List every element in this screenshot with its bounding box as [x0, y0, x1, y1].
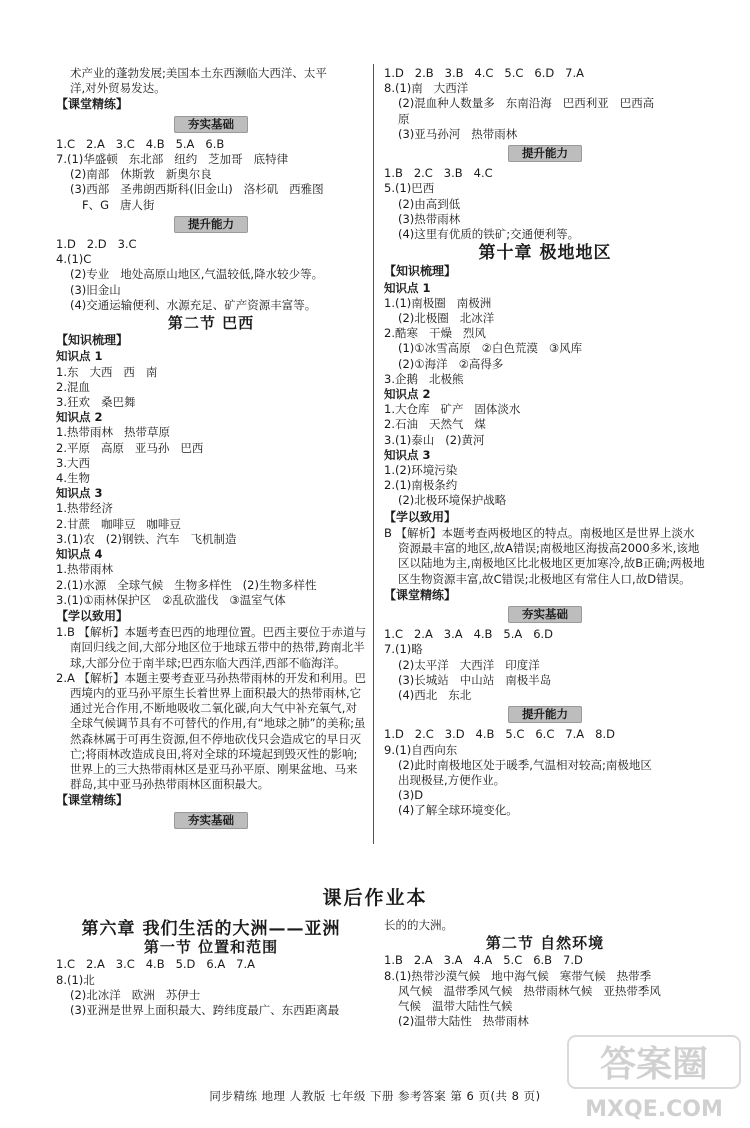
- chapter-title: 第十章 极地地区: [478, 243, 612, 264]
- knowledge-point-heading: 知识点 1: [384, 280, 431, 295]
- answer-line: 1.C 2.A 3.C 4.B 5.A 6.B: [56, 136, 225, 151]
- answer-line: 3.(1)泰山 (2)黄河: [384, 432, 485, 447]
- answer-line: 4.生物: [56, 471, 90, 486]
- left-column: [56, 66, 366, 833]
- answer-line: 7.(1)华盛顿 东北部 纽约 芝加哥 底特律: [56, 152, 289, 167]
- section-badge: 夯实基础: [174, 116, 248, 133]
- answer-line: 1.D 2.C 3.D 4.B 5.C 6.C 7.A 8.D: [384, 727, 615, 742]
- answer-line: 出现极昼,方便作业。: [398, 772, 506, 787]
- section-heading: 【学以致用】: [56, 608, 129, 623]
- knowledge-point-heading: 知识点 3: [56, 486, 103, 501]
- section-title: 第一节 位置和范围: [143, 938, 279, 957]
- answer-line: 8.(1)热带沙漠气候 地中海气候 寒带气候 热带季: [384, 968, 652, 983]
- knowledge-point-heading: 知识点 4: [56, 547, 103, 562]
- answer-line: (3)亚洲是世界上面积最大、跨纬度最广、东西距离最: [70, 1003, 340, 1018]
- answer-line: 1.东 大西 西 南: [56, 364, 158, 379]
- answer-line: (2)混血种人数量多 东南沿海 巴西利亚 巴西高: [398, 96, 655, 111]
- section-badge: 夯实基础: [508, 606, 582, 623]
- answer-line: 1.D 2.B 3.B 4.C 5.C 6.D 7.A: [384, 66, 585, 80]
- answer-line: (2)专业 地处高原山地区,气温较低,降水较少等。: [70, 267, 324, 282]
- section-badge-row: [384, 145, 706, 162]
- answer-line: (2)北极圈 北冰洋: [398, 311, 495, 326]
- answer-line: 1.热带雨林 热带草原: [56, 425, 170, 440]
- answer-line: (3)旧金山: [70, 282, 121, 297]
- answer-line: (4)西北 东北: [398, 687, 472, 702]
- answer-line: 1.热带雨林: [56, 562, 113, 577]
- answer-explanation: B 【解析】本题考查两极地区的特点。南极地区是世界上淡水资源最丰富的地区,故A错误;南极地区海拔高2000多米,该地区以陆地为主,南极地区比北极地区更加寒冷,故B正确;两极地区生物资源丰富,故C错误;北极地区有常住人口,故D错误。: [384, 525, 705, 586]
- section-heading: 【课堂精练】: [56, 97, 129, 112]
- answer-line: 5.(1)巴西: [384, 181, 435, 196]
- answer-line: (2)南部 休斯敦 新奥尔良: [70, 167, 212, 182]
- main-title: 课后作业本: [322, 887, 428, 909]
- answer-line: (3)热带雨林: [398, 211, 461, 226]
- answer-line: 1.(1)南极圈 南极洲: [384, 295, 492, 310]
- answer-line: 1.B 2.A 3.A 4.A 5.C 6.B 7.D: [384, 953, 583, 968]
- knowledge-point-heading: 知识点 3: [384, 447, 431, 462]
- answer-line: (2)此时南极地区处于暖季,气温相对较高;南极地区: [398, 757, 652, 772]
- answer-line: 1.大仓库 矿产 固体淡水: [384, 402, 521, 417]
- answer-line: 2.混血: [56, 379, 90, 394]
- answer-line: (4)了解全球环境变化。: [398, 803, 518, 818]
- answer-line: 1.热带经济: [56, 501, 113, 516]
- knowledge-point-heading: 知识点 1: [56, 349, 103, 364]
- answer-line: 1.B 2.C 3.B 4.C: [384, 166, 493, 181]
- homework-left-column: [56, 918, 366, 1018]
- section-badge: 夯实基础: [174, 812, 248, 829]
- answer-line: (2)北冰洋 欧洲 苏伊士: [70, 987, 201, 1002]
- section-badge: 提升能力: [508, 706, 582, 723]
- answer-line: 3.(1)①雨林保护区 ②乱砍滥伐 ③温室气体: [56, 592, 286, 607]
- answer-line: 8.(1)北: [56, 972, 95, 987]
- section-badge: 提升能力: [508, 145, 582, 162]
- section-badge-row: [56, 116, 366, 133]
- answer-line: 洋,对外贸易发达。: [70, 81, 166, 96]
- page-footer: 同步精练 地理 人教版 七年级 下册 参考答案 第 6 页(共 8 页): [209, 1089, 541, 1103]
- section-heading: 【知识梳理】: [384, 264, 457, 279]
- answer-line: 2.甘蔗 咖啡豆 咖啡豆: [56, 516, 181, 531]
- answer-line: 长的的大洲。: [384, 918, 453, 932]
- section-title: 第二节 自然环境: [485, 934, 605, 953]
- answer-line: 1.D 2.D 3.C: [56, 237, 137, 252]
- answer-line: 术产业的蓬勃发展;美国本土东西濒临大西洋、太平: [70, 66, 327, 80]
- watermark-text: 答案圈: [599, 1044, 709, 1085]
- answer-line: 2.石油 天然气 煤: [384, 417, 486, 432]
- answer-line: (3)D: [398, 788, 424, 803]
- section-heading: 【知识梳理】: [56, 333, 129, 348]
- section-title: 第二节 巴西: [167, 314, 255, 333]
- answer-explanation: 1.B 【解析】本题考查巴西的地理位置。巴西主要位于赤道与南回归线之间,大部分地区位于地球五带中的热带,跨南北半球,大部分位于南半球;巴西东临大西洋,西部不临海洋。: [56, 625, 367, 670]
- answer-line: (2)太平洋 大西洋 印度洋: [398, 657, 540, 672]
- answer-explanation: 2.A 【解析】本题主要考查亚马孙热带雨林的开发和利用。巴西境内的亚马孙平原生长着世界上面积最大的热带雨林,它通过光合作用,不断地吸收二氧化碳,向大气中补充氧气,对全球气候调节具有不可替代的作用,有“地球之肺”的美称;虽然森林属于可再生资源,但不停地砍伐只会造成它的早日灭亡;将雨林改造成良田,将对全球的环境起到毁灭性的影响;世界上的三大热带雨林区是亚马孙平原、刚果盆地、马来群岛,其中亚马孙热带雨林区面积最大。: [56, 670, 366, 792]
- answer-line: 1.(2)环境污染: [384, 463, 458, 478]
- section-badge-row: [384, 606, 706, 623]
- answer-line: (3)亚马孙河 热带雨林: [398, 126, 518, 141]
- answer-line: 风气候 温带季风气候 热带雨林气候 亚热带季风: [398, 983, 661, 998]
- answer-line: (4)交通运输便利、水源充足、矿产资源丰富等。: [70, 297, 317, 312]
- answer-line: (2)温带大陆性 热带雨林: [398, 1014, 529, 1029]
- answer-line: 原: [398, 111, 410, 126]
- answer-line: 3.(1)农 (2)钢铁、汽车 飞机制造: [56, 531, 237, 546]
- right-column: [384, 66, 706, 819]
- answer-line: 3.狂欢 桑巴舞: [56, 395, 136, 410]
- answer-line: (3)长城站 中山站 南极半岛: [398, 672, 552, 687]
- answer-line: 3.大西: [56, 455, 90, 470]
- answer-line: 气候 温带大陆性气候: [398, 999, 513, 1014]
- answer-line: 9.(1)自西向东: [384, 742, 458, 757]
- answer-line: 2.(1)南极条约: [384, 478, 458, 493]
- section-badge-row: [56, 216, 366, 233]
- knowledge-point-heading: 知识点 2: [384, 387, 431, 402]
- answer-line: F、G 唐人街: [82, 197, 155, 212]
- answer-line: (2)北极环境保护战略: [398, 493, 507, 508]
- answer-line: 1.C 2.A 3.A 4.B 5.A 6.D: [384, 627, 554, 642]
- section-heading: 【学以致用】: [384, 509, 457, 524]
- chapter-title: 第六章 我们生活的大洲——亚洲: [81, 919, 341, 939]
- section-badge-row: [56, 812, 366, 829]
- answer-line: (4)这里有优质的铁矿;交通便利等。: [398, 227, 580, 242]
- column-divider: [373, 64, 374, 844]
- section-badge: 提升能力: [174, 216, 248, 233]
- answer-line: 8.(1)南 大西洋: [384, 81, 469, 96]
- homework-right-column: [384, 918, 706, 1029]
- answer-line: 7.(1)略: [384, 642, 423, 657]
- section-heading: 【课堂精练】: [384, 587, 457, 602]
- answer-line: 4.(1)C: [56, 252, 92, 267]
- answer-line: (2)①海洋 ②高得多: [398, 356, 504, 371]
- answer-line: (2)由高到低: [398, 196, 461, 211]
- section-badge-row: [384, 706, 706, 723]
- watermark-logo: [564, 1032, 744, 1124]
- answer-line: 2.平原 高原 亚马孙 巴西: [56, 440, 204, 455]
- answer-line: 1.C 2.A 3.C 4.B 5.D 6.A 7.A: [56, 957, 256, 972]
- answer-line: (1)①冰雪高原 ②白色荒漠 ③风库: [398, 341, 583, 356]
- answer-line: 2.酷寒 干燥 烈风: [384, 326, 486, 341]
- answer-line: 2.(1)水源 全球气候 生物多样性 (2)生物多样性: [56, 577, 317, 592]
- watermark-url: MXQE.COM: [585, 1097, 723, 1122]
- answer-line: (3)西部 圣弗朗西斯科(旧金山) 洛杉矶 西雅图: [70, 182, 324, 197]
- section-heading: 【课堂精练】: [56, 793, 129, 808]
- knowledge-point-heading: 知识点 2: [56, 410, 103, 425]
- answer-line: 3.企鹅 北极熊: [384, 371, 464, 386]
